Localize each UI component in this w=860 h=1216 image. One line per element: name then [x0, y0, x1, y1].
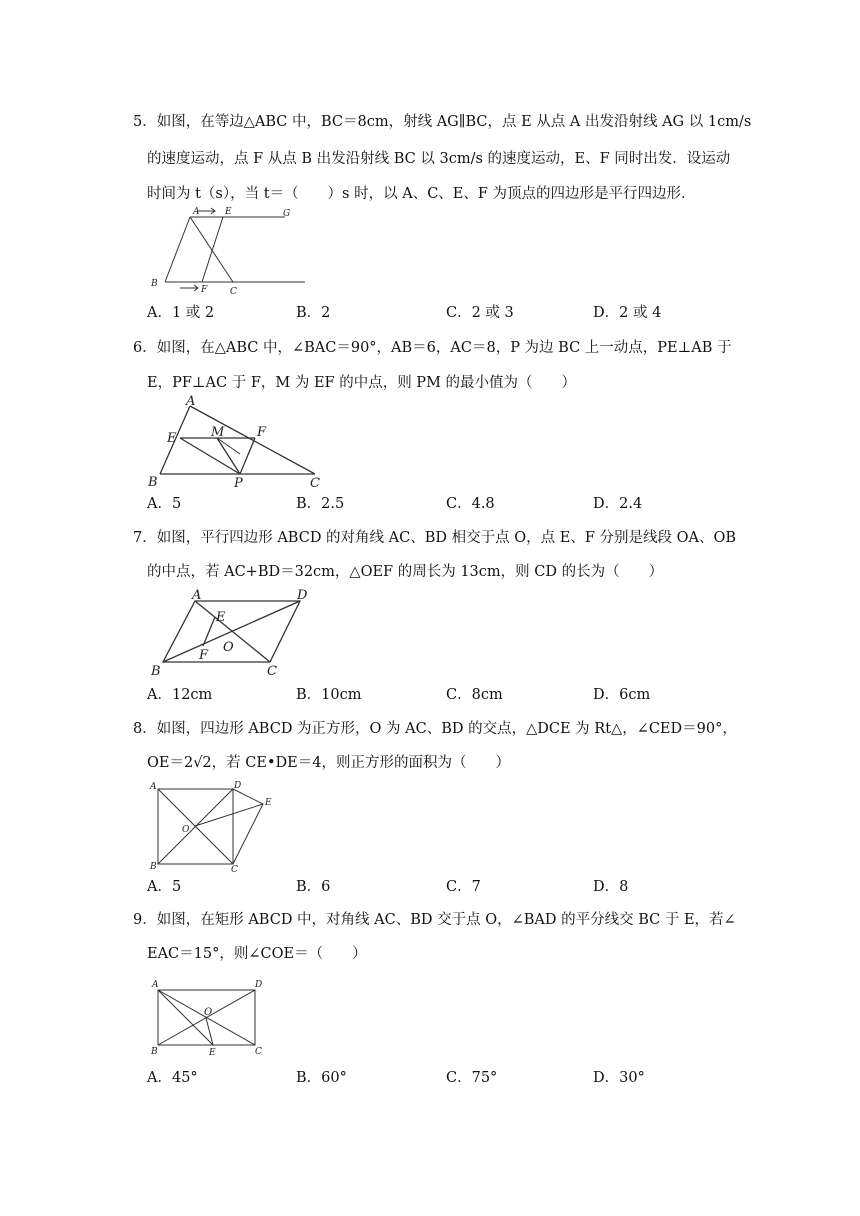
label-O: O	[223, 640, 234, 655]
label-E: E	[167, 431, 177, 446]
label-C: C	[310, 476, 320, 490]
question-5-option-c[interactable]: C．2 或 3	[446, 305, 514, 321]
question-7-figure	[145, 586, 325, 681]
label-F: F	[257, 425, 267, 440]
label-C: C	[267, 664, 277, 679]
question-8-option-a[interactable]: A．5	[147, 879, 182, 895]
label-F: F	[201, 285, 208, 295]
label-A: A	[193, 207, 200, 217]
label-E: E	[225, 207, 232, 217]
label-C: C	[255, 1047, 262, 1057]
question-9-option-a[interactable]: A．45°	[147, 1070, 198, 1086]
question-5-option-d[interactable]: D．2 或 4	[593, 305, 662, 321]
label-B: B	[148, 475, 158, 490]
question-7-line-1: 7．如图，平行四边形 ABCD 的对角线 AC、BD 相交于点 O，点 E、F 分别是线段 OA、OB	[133, 530, 736, 546]
label-C: C	[230, 287, 237, 297]
question-7-line-2: 的中点，若 AC+BD＝32cm，△OEF 的周长为 13cm，则 CD 的长为（ ）	[147, 564, 664, 580]
question-8-line-2: OE＝2√2，若 CE•DE＝4，则正方形的面积为（ ）	[147, 755, 510, 771]
label-D: D	[255, 980, 263, 990]
question-9-option-c[interactable]: C．75°	[446, 1070, 498, 1086]
question-8-line-1: 8．如图，四边形 ABCD 为正方形，O 为 AC、BD 的交点，△DCE 为 Rt△，∠CED＝90°，	[133, 721, 737, 737]
question-6-line-2: E，PF⊥AC 于 F，M 为 EF 的中点，则 PM 的最小值为（ ）	[147, 375, 577, 391]
question-5-figure	[145, 202, 310, 297]
label-A: A	[152, 980, 159, 990]
label-B: B	[151, 279, 158, 289]
question-9-line-1: 9．如图，在矩形 ABCD 中，对角线 AC、BD 交于点 O，∠BAD 的平分线交 BC 于 E，若∠	[133, 912, 736, 928]
label-B: B	[150, 862, 157, 872]
question-8-figure	[145, 778, 285, 876]
label-E: E	[265, 798, 272, 808]
label-D: D	[234, 781, 242, 791]
label-P: P	[234, 476, 243, 490]
question-7-option-a[interactable]: A．12cm	[147, 687, 213, 703]
question-6-option-a[interactable]: A．5	[147, 496, 182, 512]
question-5-line-3: 时间为 t（s），当 t＝（ ）s 时，以 A、C、E、F 为顶点的四边形是平行四边形．	[147, 186, 696, 202]
question-6-option-c[interactable]: C．4.8	[446, 496, 495, 512]
label-E: E	[209, 1048, 216, 1058]
label-B: B	[151, 1047, 158, 1057]
question-8-option-d[interactable]: D．8	[593, 879, 629, 895]
question-7-option-d[interactable]: D．6cm	[593, 687, 651, 703]
question-9-line-2: EAC＝15°，则∠COE＝（ ）	[147, 946, 367, 962]
question-8-option-b[interactable]: B．6	[296, 879, 331, 895]
question-9-option-b[interactable]: B．60°	[296, 1070, 347, 1086]
question-5-option-a[interactable]: A．1 或 2	[147, 305, 215, 321]
question-7-option-b[interactable]: B．10cm	[296, 687, 362, 703]
label-A: A	[150, 782, 157, 792]
question-6-line-1: 6．如图，在△ABC 中，∠BAC＝90°，AB＝6，AC＝8，P 为边 BC 上一动点，PE⊥AB 于	[133, 340, 732, 356]
question-6-option-b[interactable]: B．2.5	[296, 496, 345, 512]
label-G: G	[283, 209, 291, 219]
label-M: M	[211, 425, 225, 440]
label-A: A	[186, 394, 196, 409]
question-6-figure	[145, 394, 330, 490]
label-A: A	[192, 588, 202, 603]
label-D: D	[297, 588, 308, 603]
label-F: F	[199, 648, 209, 663]
label-B: B	[151, 664, 161, 679]
question-5-line-1: 5．如图，在等边△ABC 中，BC＝8cm，射线 AG∥BC，点 E 从点 A 出发沿射线 AG 以 1cm/s	[133, 114, 752, 130]
question-8-option-c[interactable]: C．7	[446, 879, 481, 895]
label-C: C	[231, 865, 238, 875]
label-O: O	[182, 825, 190, 835]
question-5-line-2: 的速度运动，点 F 从点 B 出发沿射线 BC 以 3cm/s 的速度运动，E、F 同时出发．设运动	[147, 151, 731, 167]
question-5-option-b[interactable]: B．2	[296, 305, 331, 321]
label-E: E	[216, 610, 226, 625]
question-9-figure	[145, 974, 275, 1060]
question-6-option-d[interactable]: D．2.4	[593, 496, 643, 512]
label-O: O	[204, 1007, 213, 1018]
question-9-option-d[interactable]: D．30°	[593, 1070, 645, 1086]
question-7-option-c[interactable]: C．8cm	[446, 687, 503, 703]
